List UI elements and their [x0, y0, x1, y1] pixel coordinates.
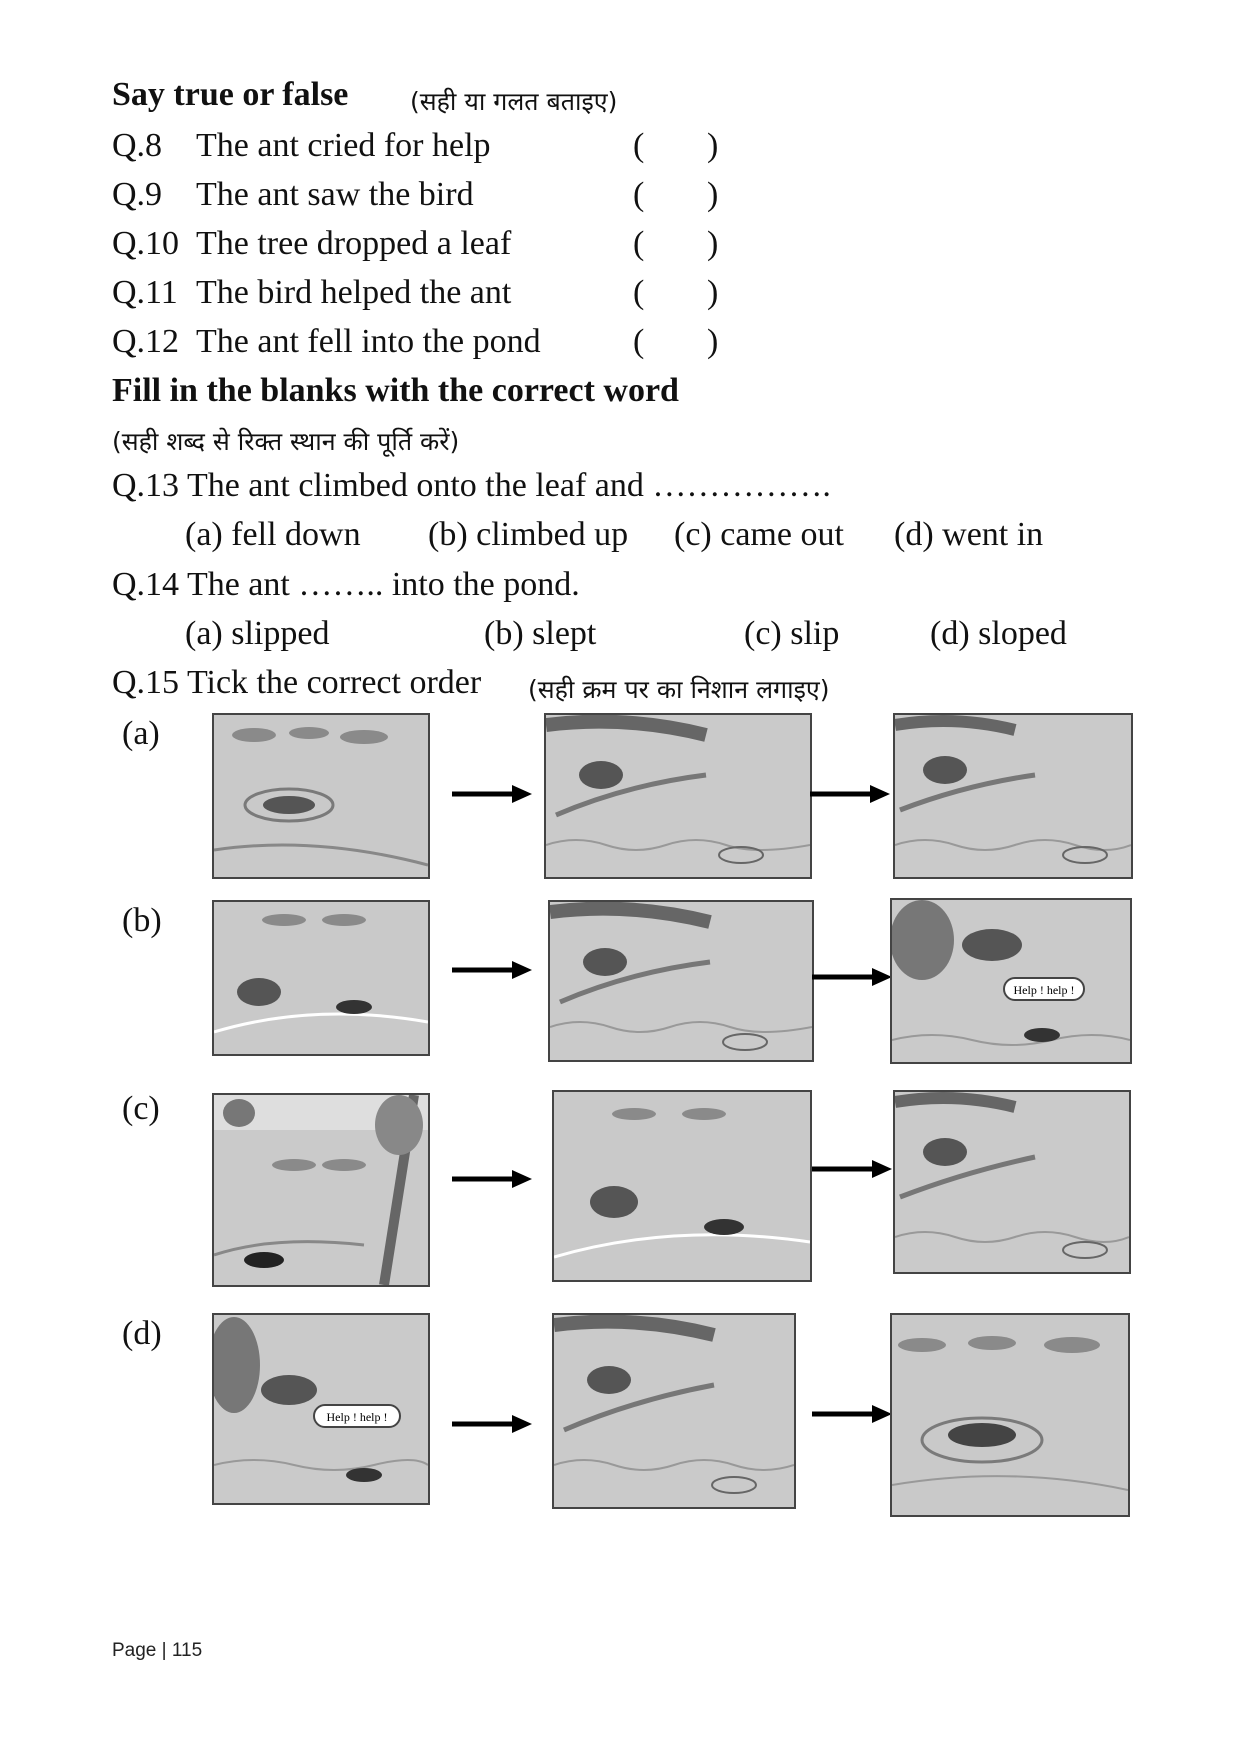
tf-q12-text: The ant fell into the pond	[196, 323, 541, 360]
q13-option-d: (d) went in	[894, 516, 1044, 553]
arrow-right-icon	[452, 783, 532, 805]
q14-option-c: (c) slip	[744, 615, 840, 652]
bird-on-branch-illustration	[550, 902, 812, 1060]
page-number: Page | 115	[112, 1640, 203, 1661]
tf-q9-number: Q.9	[112, 176, 163, 213]
q14-option-a: (a) slipped	[185, 615, 330, 652]
tf-q9-text: The ant saw the bird	[196, 176, 474, 213]
q13-option-c: (c) came out	[674, 516, 844, 553]
fill-blanks-hindi: (सही शब्द से रिक्त स्थान की पूर्ति करें)	[112, 427, 460, 456]
tf-q8-open-paren: (	[633, 127, 645, 164]
tf-q12-close-paren: )	[707, 323, 719, 360]
tf-q11-close-paren: )	[707, 274, 719, 311]
tf-q10-close-paren: )	[707, 225, 719, 262]
order-b-panel-3	[890, 898, 1132, 1064]
q15-text: Q.15 Tick the correct order	[112, 664, 482, 701]
order-d-panel-2	[552, 1313, 796, 1509]
tf-q10-text: The tree dropped a leaf	[196, 225, 512, 262]
tf-q12-open-paren: (	[633, 323, 645, 360]
order-b-panel-2	[548, 900, 814, 1062]
q14-option-b: (b) slept	[484, 615, 597, 652]
bird-on-branch-illustration	[895, 715, 1131, 877]
q13-option-b: (b) climbed up	[428, 516, 629, 553]
tf-q8-number: Q.8	[112, 127, 163, 164]
pond-ripples-illustration	[892, 1315, 1128, 1515]
true-false-heading: Say true or false	[112, 76, 349, 113]
order-option-a-label[interactable]: (a)	[122, 715, 160, 752]
order-b-panel-1	[212, 900, 430, 1056]
arrow-right-icon	[452, 1413, 532, 1435]
order-option-b-label[interactable]: (b)	[122, 902, 162, 939]
pond-ripples-illustration	[214, 715, 428, 877]
order-c-panel-1	[212, 1093, 430, 1287]
arrow-right-icon	[812, 1158, 892, 1180]
order-d-panel-3	[890, 1313, 1130, 1517]
tf-q10-open-paren: (	[633, 225, 645, 262]
bird-on-branch-illustration	[895, 1092, 1129, 1272]
q14-option-d: (d) sloped	[930, 615, 1067, 652]
fill-blanks-heading: Fill in the blanks with the correct word	[112, 372, 679, 409]
bird-and-ant-illustration	[214, 902, 428, 1054]
q13-option-a: (a) fell down	[185, 516, 361, 553]
bird-in-tree-illustration	[214, 1315, 428, 1503]
bird-on-branch-illustration	[554, 1315, 794, 1507]
bird-on-branch-illustration	[546, 715, 810, 877]
tf-q11-number: Q.11	[112, 274, 178, 311]
order-c-panel-3	[893, 1090, 1131, 1274]
arrow-right-icon	[452, 1168, 532, 1190]
order-d-panel-1	[212, 1313, 430, 1505]
order-a-panel-2	[544, 713, 812, 879]
speech-bubble-text: Help ! help !	[1013, 983, 1075, 997]
tf-q11-text: The bird helped the ant	[196, 274, 512, 311]
tf-q9-open-paren: (	[633, 176, 645, 213]
tf-q11-open-paren: (	[633, 274, 645, 311]
tf-q10-number: Q.10	[112, 225, 180, 262]
q15-hindi: (सही क्रम पर का निशान लगाइए)	[528, 675, 830, 704]
bird-and-ant-illustration	[554, 1092, 810, 1280]
arrow-right-icon	[452, 959, 532, 981]
q13-text: Q.13 The ant climbed onto the leaf and …………….	[112, 467, 831, 504]
order-option-d-label[interactable]: (d)	[122, 1315, 162, 1352]
tf-q9-close-paren: )	[707, 176, 719, 213]
order-c-panel-2	[552, 1090, 812, 1282]
bird-in-tree-illustration	[892, 900, 1130, 1062]
true-false-hindi: (सही या गलत बताइए)	[410, 87, 618, 116]
order-a-panel-1	[212, 713, 430, 879]
tf-q8-close-paren: )	[707, 127, 719, 164]
arrow-right-icon	[812, 1403, 892, 1425]
arrow-right-icon	[812, 966, 892, 988]
order-a-panel-3	[893, 713, 1133, 879]
speech-bubble-text: Help ! help !	[326, 1410, 388, 1424]
tree-and-pond-illustration	[214, 1095, 428, 1285]
q14-text: Q.14 The ant …….. into the pond.	[112, 566, 580, 603]
order-option-c-label[interactable]: (c)	[122, 1090, 160, 1127]
tf-q12-number: Q.12	[112, 323, 180, 360]
arrow-right-icon	[810, 783, 890, 805]
tf-q8-text: The ant cried for help	[196, 127, 491, 164]
